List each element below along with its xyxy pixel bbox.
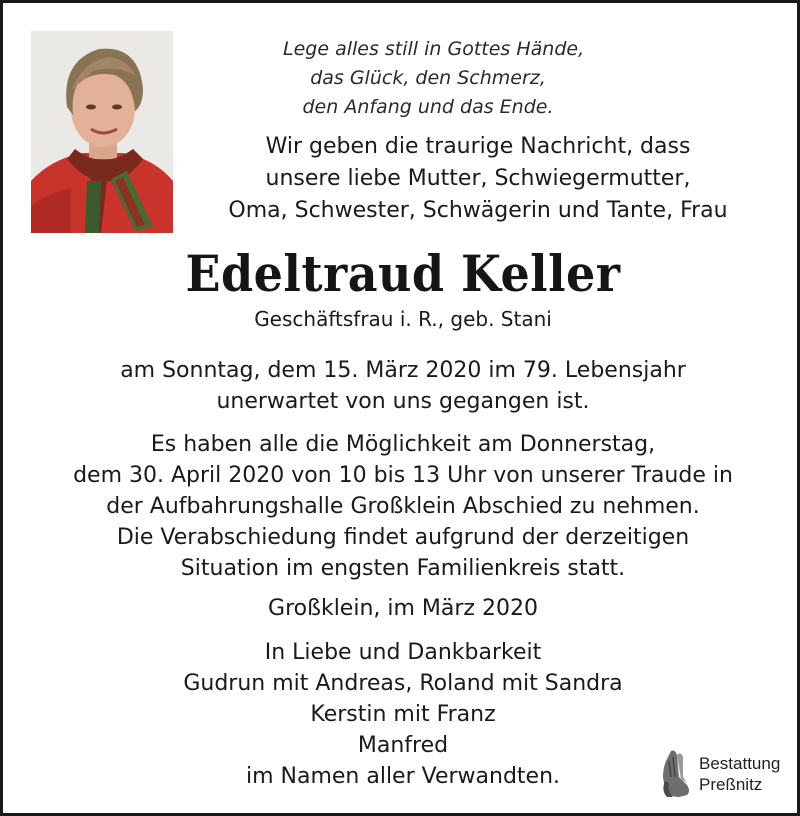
- intro-line: unsere liebe Mutter, Schwiegermutter,: [265, 166, 691, 191]
- poem-verse: [283, 35, 585, 122]
- poem-line: Lege alles still in Gottes Hände,: [283, 38, 585, 60]
- undertaker-logo: [655, 745, 795, 801]
- death-notice: [3, 355, 800, 417]
- portrait-photo: [31, 31, 173, 233]
- deceased-name: Edeltraud Keller: [185, 244, 621, 303]
- undertaker-name: [699, 753, 780, 795]
- farewell-line: der Aufbahrungshalle Großklein Abschied zu nehmen.: [106, 494, 700, 519]
- farewell-line: Die Verabschiedung findet aufgrund der derzeitigen: [116, 525, 690, 550]
- farewell-line: dem 30. April 2020 von 10 bis 13 Uhr von unserer Traude in: [73, 463, 733, 488]
- undertaker-line: Preßnitz: [699, 775, 763, 794]
- intro-line: Wir geben die traurige Nachricht, dass: [265, 134, 691, 159]
- place-date: Großklein, im März 2020: [268, 596, 538, 621]
- deceased-subtitle: Geschäftsfrau i. R., geb. Stani: [254, 307, 552, 331]
- death-notice-line: am Sonntag, dem 15. März 2020 im 79. Lebensjahr: [120, 358, 686, 383]
- signoff-line: In Liebe und Dankbarkeit: [264, 640, 542, 665]
- undertaker-line: Bestattung: [699, 754, 781, 773]
- signoff-line: Kerstin mit Franz: [310, 702, 496, 727]
- death-notice-line: unerwartet von uns gegangen ist.: [216, 389, 590, 414]
- poem-line: das Glück, den Schmerz,: [310, 67, 546, 89]
- poem-line: den Anfang und das Ende.: [302, 96, 554, 118]
- signoff-line: Gudrun mit Andreas, Roland mit Sandra: [183, 671, 623, 696]
- farewell-line: Situation im engsten Familienkreis statt.: [180, 556, 626, 581]
- farewell-info: [3, 429, 800, 584]
- intro-line: Oma, Schwester, Schwägerin und Tante, Frau: [228, 198, 728, 223]
- signoff-line: Manfred: [357, 733, 449, 758]
- farewell-line: Es haben alle die Möglichkeit am Donnerstag,: [150, 432, 656, 457]
- praying-hands-icon: [657, 747, 695, 799]
- signoff-line: im Namen aller Verwandten.: [245, 764, 561, 789]
- announcement-intro: [183, 131, 773, 227]
